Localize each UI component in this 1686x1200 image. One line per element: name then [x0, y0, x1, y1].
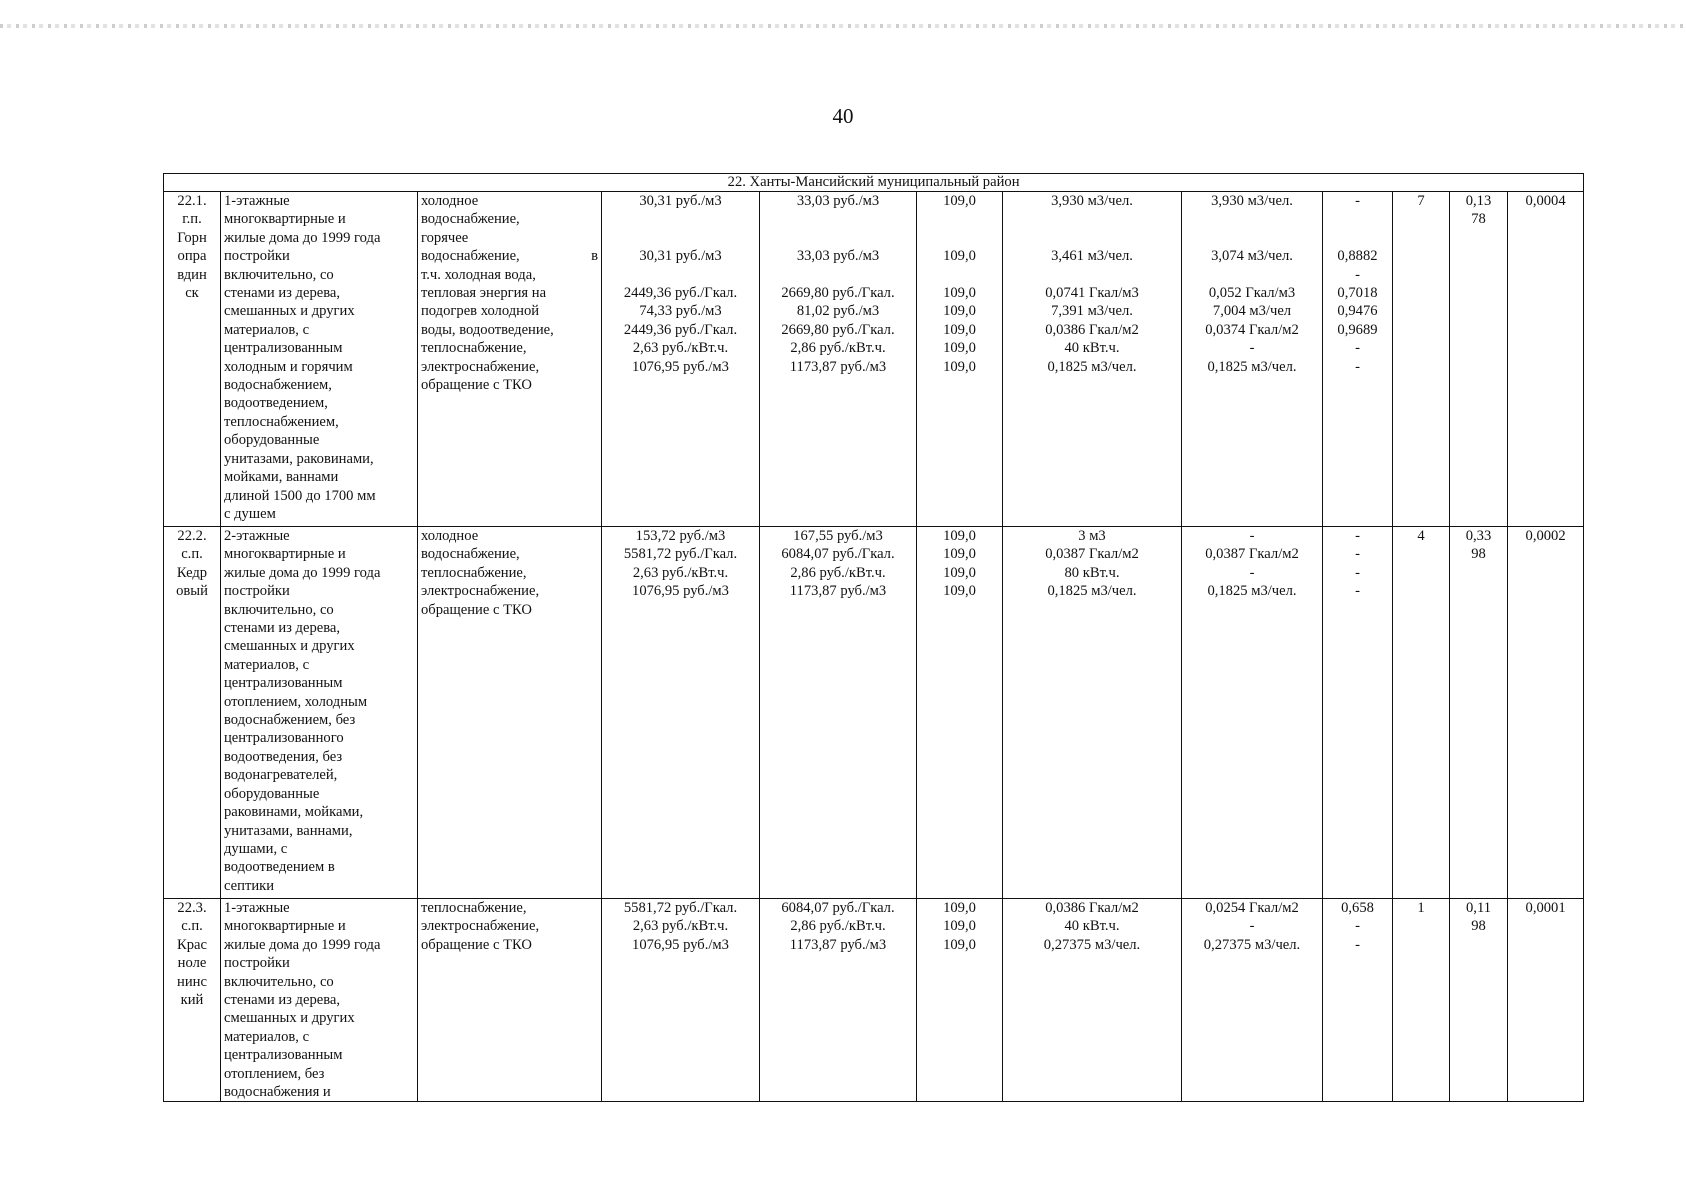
index-cell [917, 899, 1003, 1102]
cell-line: г.п. [182, 211, 202, 228]
tariff-new-cell [760, 899, 917, 1102]
blank-line [1326, 210, 1389, 228]
cell-line: 0,052 Гкал/м3 [1208, 284, 1296, 301]
cell-line: 40 кВт.ч. [1064, 918, 1120, 935]
blank-line [605, 266, 756, 284]
tariff-table [163, 173, 1584, 1102]
utility-services-cell [418, 527, 602, 899]
cell-line: 0,11 [1466, 900, 1491, 916]
cell-line: - [1355, 918, 1360, 935]
cell-line: унитазами, раковинами, [224, 450, 374, 467]
housing-description-cell [221, 899, 418, 1102]
blank-line [605, 210, 756, 228]
cell-line: 3,074 м3/чел. [1211, 248, 1293, 265]
cell-line: централизованным [224, 675, 343, 692]
blank-line [1185, 266, 1319, 284]
cell-line: 167,55 руб./м3 [793, 528, 883, 544]
cell-line: 109,0 [943, 918, 976, 935]
cell-line: унитазами, ваннами, [224, 822, 353, 839]
cell-line: - [1355, 340, 1360, 357]
cell-line: отоплением, без [224, 1065, 325, 1082]
cell-line: 33,03 руб./м3 [796, 193, 880, 209]
cell-line: теплоснабжением, [224, 413, 339, 430]
tariff-old-cell [602, 899, 760, 1102]
utility-services-cell [418, 192, 602, 527]
cell-line: 1076,95 руб./м3 [632, 936, 729, 953]
cell-line: 109,0 [943, 248, 976, 265]
cell-line: кий [180, 992, 204, 1009]
cell-line: 98 [1471, 918, 1486, 935]
cell-line: 6084,07 руб./Гкал. [781, 900, 895, 916]
cell-line: опра [177, 248, 207, 265]
cell-line: 1076,95 руб./м3 [632, 358, 729, 375]
cell-line: 0,1825 м3/чел. [1207, 358, 1297, 375]
cell-line: 0,8882 [1337, 248, 1378, 265]
cell-line: 0,0374 Гкал/м2 [1205, 321, 1299, 338]
cell-line: 0,1825 м3/чел. [1207, 583, 1297, 600]
cell-line: постройки [224, 248, 290, 265]
cell-line: стенами из дерева, [224, 992, 341, 1009]
cell-line: постройки [224, 583, 290, 600]
cell-line: 22.3. [177, 900, 207, 916]
cell-line: 1-этажные [224, 193, 290, 209]
table-row [164, 899, 1584, 1102]
cell-line: жилые дома до 1999 года [224, 936, 381, 953]
cell-line: 1173,87 руб./м3 [789, 583, 887, 600]
cell-line: 0,0387 Гкал/м2 [1205, 546, 1299, 563]
cell-line: горячее [421, 229, 469, 246]
cell-line: - [1355, 266, 1360, 283]
cell-line: 98 [1471, 546, 1486, 563]
cell-line: 80 кВт.ч. [1064, 564, 1120, 581]
utility-services-cell [418, 899, 602, 1102]
cell-line: тепловая энергия на [421, 285, 547, 302]
count-cell: 4 [1393, 527, 1450, 899]
cell-line: 0,0386 Гкал/м2 [1045, 321, 1139, 338]
cell-line: 109,0 [943, 583, 976, 600]
cell-line: - [1249, 340, 1255, 357]
cell-line: централизованным [224, 340, 343, 357]
cell-line: 5581,72 руб./Гкал. [623, 900, 738, 916]
cell-line: 2,63 руб./кВт.ч. [632, 918, 729, 935]
cell-line: мойками, ваннами [224, 469, 339, 486]
cell-line: длиной 1500 до 1700 мм [224, 487, 376, 504]
cell-line: 2669,80 руб./Гкал. [781, 284, 895, 301]
cell-line: теплоснабжение, [421, 900, 527, 916]
cell-line: душами, с [224, 840, 288, 857]
blank-line [763, 229, 913, 247]
cell-line: водоотведения, без [224, 748, 343, 765]
cell-line: постройки [224, 955, 290, 972]
cell-line: электроснабжение, [421, 358, 540, 375]
consumption-norm-cell [1003, 192, 1182, 527]
blank-line [763, 210, 913, 228]
cell-line: подогрев холодной [421, 303, 540, 320]
cell-line: 0,0387 Гкал/м2 [1045, 546, 1139, 563]
cell-line: - [1355, 583, 1360, 600]
cell-line: - [1355, 936, 1360, 953]
final-value-cell: 0,0002 [1508, 527, 1584, 899]
cell-line: Крас [177, 936, 207, 953]
cell-line: 2-этажные [224, 528, 290, 544]
cell-line: водоснабжением, без [224, 712, 356, 729]
cell-line: овый [176, 583, 208, 600]
cell-line: 81,02 руб./м3 [796, 303, 880, 320]
cell-line: 2,86 руб./кВт.ч. [790, 340, 886, 357]
cell-line: 3 м3 [1078, 528, 1106, 544]
cell-line: 153,72 руб./м3 [635, 528, 726, 544]
share-cell [1450, 899, 1508, 1102]
share-cell [1450, 527, 1508, 899]
cell-line: 2669,80 руб./Гкал. [781, 321, 895, 338]
cell-line: Горн [177, 229, 207, 246]
cell-line: включительно, со [224, 601, 334, 618]
cell-line: оборудованные [224, 785, 320, 802]
cell-line: 5581,72 руб./Гкал. [623, 546, 738, 563]
blank-line [763, 266, 913, 284]
cell-line: 109,0 [943, 284, 976, 301]
cell-line: холодным и горячим [224, 358, 353, 375]
cell-line: 30,31 руб./м3 [639, 248, 722, 265]
cell-line: вдин [177, 266, 207, 283]
cell-line: септики [224, 877, 275, 894]
index-cell [917, 527, 1003, 899]
consumption-norm-cell [1003, 527, 1182, 899]
cell-line: 0,27375 м3/чел. [1203, 936, 1301, 953]
settlement-cell [164, 192, 221, 527]
cell-line: электроснабжение, [421, 583, 540, 600]
cell-line: 1076,95 руб./м3 [632, 583, 729, 600]
cell-line: 78 [1471, 211, 1486, 228]
cell-line: водоснабжение, [421, 211, 520, 228]
cell-line: 22.2. [177, 528, 207, 544]
tariff-old-cell [602, 527, 760, 899]
cell-line: - [1355, 564, 1360, 581]
cell-line: многоквартирные и [224, 546, 346, 563]
cell-line: многоквартирные и [224, 211, 346, 228]
settlement-cell [164, 899, 221, 1102]
cell-line: 22.1. [177, 193, 207, 209]
cell-line: водоотведением, [224, 395, 328, 412]
cell-line: 0,1825 м3/чел. [1047, 358, 1137, 375]
cell-line: водоснабжения и [224, 1084, 331, 1101]
cell-line: 109,0 [943, 303, 976, 320]
cell-line: - [1249, 918, 1255, 935]
cell-line: 109,0 [943, 321, 976, 338]
cell-line: включительно, со [224, 266, 334, 283]
blank-line [920, 229, 999, 247]
cell-line: материалов, с [224, 321, 310, 338]
cell-line: стенами из дерева, [224, 285, 341, 302]
cell-line: - [1355, 358, 1360, 375]
cell-line: электроснабжение, [421, 918, 540, 935]
cell-line: - [1355, 193, 1360, 209]
cell-line: смешанных и других [224, 303, 355, 320]
cell-line: 2449,36 руб./Гкал. [623, 321, 738, 338]
blank-line [1185, 210, 1319, 228]
final-value-cell: 0,0004 [1508, 192, 1584, 527]
blank-line [1006, 229, 1178, 247]
cell-line: раковинами, мойками, [224, 804, 364, 821]
cell-line: 2449,36 руб./Гкал. [623, 284, 738, 301]
count-cell: 1 [1393, 899, 1450, 1102]
cell-line: - [1249, 564, 1255, 581]
cell-line: 33,03 руб./м3 [796, 248, 880, 265]
cell-line: 0,33 [1465, 528, 1492, 544]
cell-line [421, 247, 598, 265]
cell-line: материалов, с [224, 656, 310, 673]
cell-line: 2,63 руб./кВт.ч. [632, 340, 729, 357]
cell-line: 109,0 [943, 564, 976, 581]
cell-line: 0,13 [1465, 193, 1492, 209]
page-number: 40 [832, 104, 854, 128]
cell-line: обращение с ТКО [421, 936, 532, 953]
table-row [164, 192, 1584, 527]
cell-line: - [1355, 528, 1360, 544]
cell-line: т.ч. холодная вода, [421, 266, 536, 283]
tariff-new-cell [760, 192, 917, 527]
cell-line: смешанных и других [224, 1010, 355, 1027]
coefficient-cell [1323, 192, 1393, 527]
cell-line: - [1355, 546, 1360, 563]
blank-line [605, 229, 756, 247]
count-cell: 7 [1393, 192, 1450, 527]
cell-line: 109,0 [943, 546, 976, 563]
blank-line [1006, 266, 1178, 284]
cell-line: водоснабжение, [421, 546, 520, 563]
consumption-norm-alt-cell [1182, 192, 1323, 527]
cell-line: водонагревателей, [224, 767, 338, 784]
cell-line: 7,391 м3/чел. [1051, 303, 1133, 320]
cell-line: обращение с ТКО [421, 601, 532, 618]
cell-line: 0,0386 Гкал/м2 [1045, 900, 1139, 916]
cell-line: 6084,07 руб./Гкал. [781, 546, 895, 563]
cell-line-part: в [591, 248, 598, 265]
cell-line: 109,0 [943, 900, 976, 916]
table-row [164, 527, 1584, 899]
cell-line: холодное [421, 528, 479, 544]
cell-line-part: водоснабжение, [421, 248, 520, 265]
blank-line [1326, 229, 1389, 247]
cell-line: водоснабжением, [224, 377, 332, 394]
cell-line: стенами из дерева, [224, 620, 341, 637]
cell-line: 7,004 м3/чел [1212, 303, 1292, 320]
cell-line: отоплением, холодным [224, 693, 368, 710]
cell-line: ноле [177, 955, 207, 972]
cell-line: с.п. [181, 918, 203, 935]
cell-line: 109,0 [943, 340, 976, 357]
cell-line: обращение с ТКО [421, 377, 532, 394]
cell-line: материалов, с [224, 1028, 310, 1045]
housing-description-cell [221, 192, 418, 527]
cell-line: водоотведением в [224, 859, 335, 876]
blank-line [1185, 229, 1319, 247]
cell-line: 0,9476 [1337, 303, 1378, 320]
cell-line: 0,27375 м3/чел. [1043, 936, 1141, 953]
cell-line: оборудованные [224, 432, 320, 449]
cell-line: нинс [177, 973, 207, 990]
cell-line: Кедр [176, 564, 208, 581]
cell-line: 0,0741 Гкал/м3 [1045, 284, 1139, 301]
cell-line: воды, водоотведение, [421, 321, 554, 338]
cell-line: 2,63 руб./кВт.ч. [632, 564, 729, 581]
settlement-cell [164, 527, 221, 899]
cell-line: 2,86 руб./кВт.ч. [790, 564, 886, 581]
cell-line: ск [185, 285, 199, 302]
consumption-norm-alt-cell [1182, 899, 1323, 1102]
cell-line: с душем [224, 505, 276, 522]
cell-line: 3,930 м3/чел. [1211, 193, 1293, 209]
cell-line: централизованным [224, 1047, 343, 1064]
cell-line: 109,0 [943, 358, 976, 375]
final-value-cell: 0,0001 [1508, 899, 1584, 1102]
cell-line: 0,9689 [1337, 321, 1378, 338]
blank-line [920, 210, 999, 228]
cell-line: 40 кВт.ч. [1064, 340, 1120, 357]
coefficient-cell [1323, 527, 1393, 899]
cell-line: с.п. [181, 546, 203, 563]
tariff-old-cell [602, 192, 760, 527]
coefficient-cell [1323, 899, 1393, 1102]
cell-line: 30,31 руб./м3 [639, 193, 722, 209]
cell-line: жилые дома до 1999 года [224, 564, 381, 581]
share-cell [1450, 192, 1508, 527]
cell-line: жилые дома до 1999 года [224, 229, 381, 246]
cell-line: - [1249, 528, 1255, 544]
cell-line: 3,461 м3/чел. [1051, 248, 1133, 265]
cell-line: 0,0254 Гкал/м2 [1205, 900, 1299, 916]
consumption-norm-alt-cell [1182, 527, 1323, 899]
housing-description-cell [221, 527, 418, 899]
scan-artifact-line [0, 24, 1686, 28]
region-header-row [164, 174, 1584, 192]
cell-line: холодное [421, 193, 479, 209]
cell-line: смешанных и других [224, 638, 355, 655]
region-title: 22. Ханты-Мансийский муниципальный район [164, 174, 1584, 192]
blank-line [920, 266, 999, 284]
cell-line: централизованного [224, 730, 344, 747]
cell-line: 0,7018 [1337, 285, 1378, 301]
cell-line: включительно, со [224, 973, 334, 990]
cell-line: 0,1825 м3/чел. [1047, 583, 1137, 600]
cell-line: 74,33 руб./м3 [639, 303, 722, 320]
blank-line [1006, 210, 1178, 228]
index-cell [917, 192, 1003, 527]
cell-line: теплоснабжение, [421, 340, 527, 357]
cell-line: 0,658 [1341, 900, 1374, 916]
cell-line: теплоснабжение, [421, 564, 527, 581]
cell-line: 1-этажные [224, 900, 290, 916]
cell-line: 109,0 [943, 193, 976, 209]
tariff-new-cell [760, 527, 917, 899]
consumption-norm-cell [1003, 899, 1182, 1102]
cell-line: многоквартирные и [224, 918, 346, 935]
cell-line: 1173,87 руб./м3 [789, 358, 887, 375]
cell-line: 2,86 руб./кВт.ч. [790, 918, 886, 935]
cell-line: 1173,87 руб./м3 [789, 936, 887, 953]
cell-line: 109,0 [943, 936, 976, 953]
cell-line: 109,0 [943, 528, 976, 544]
cell-line: 3,930 м3/чел. [1051, 193, 1133, 209]
